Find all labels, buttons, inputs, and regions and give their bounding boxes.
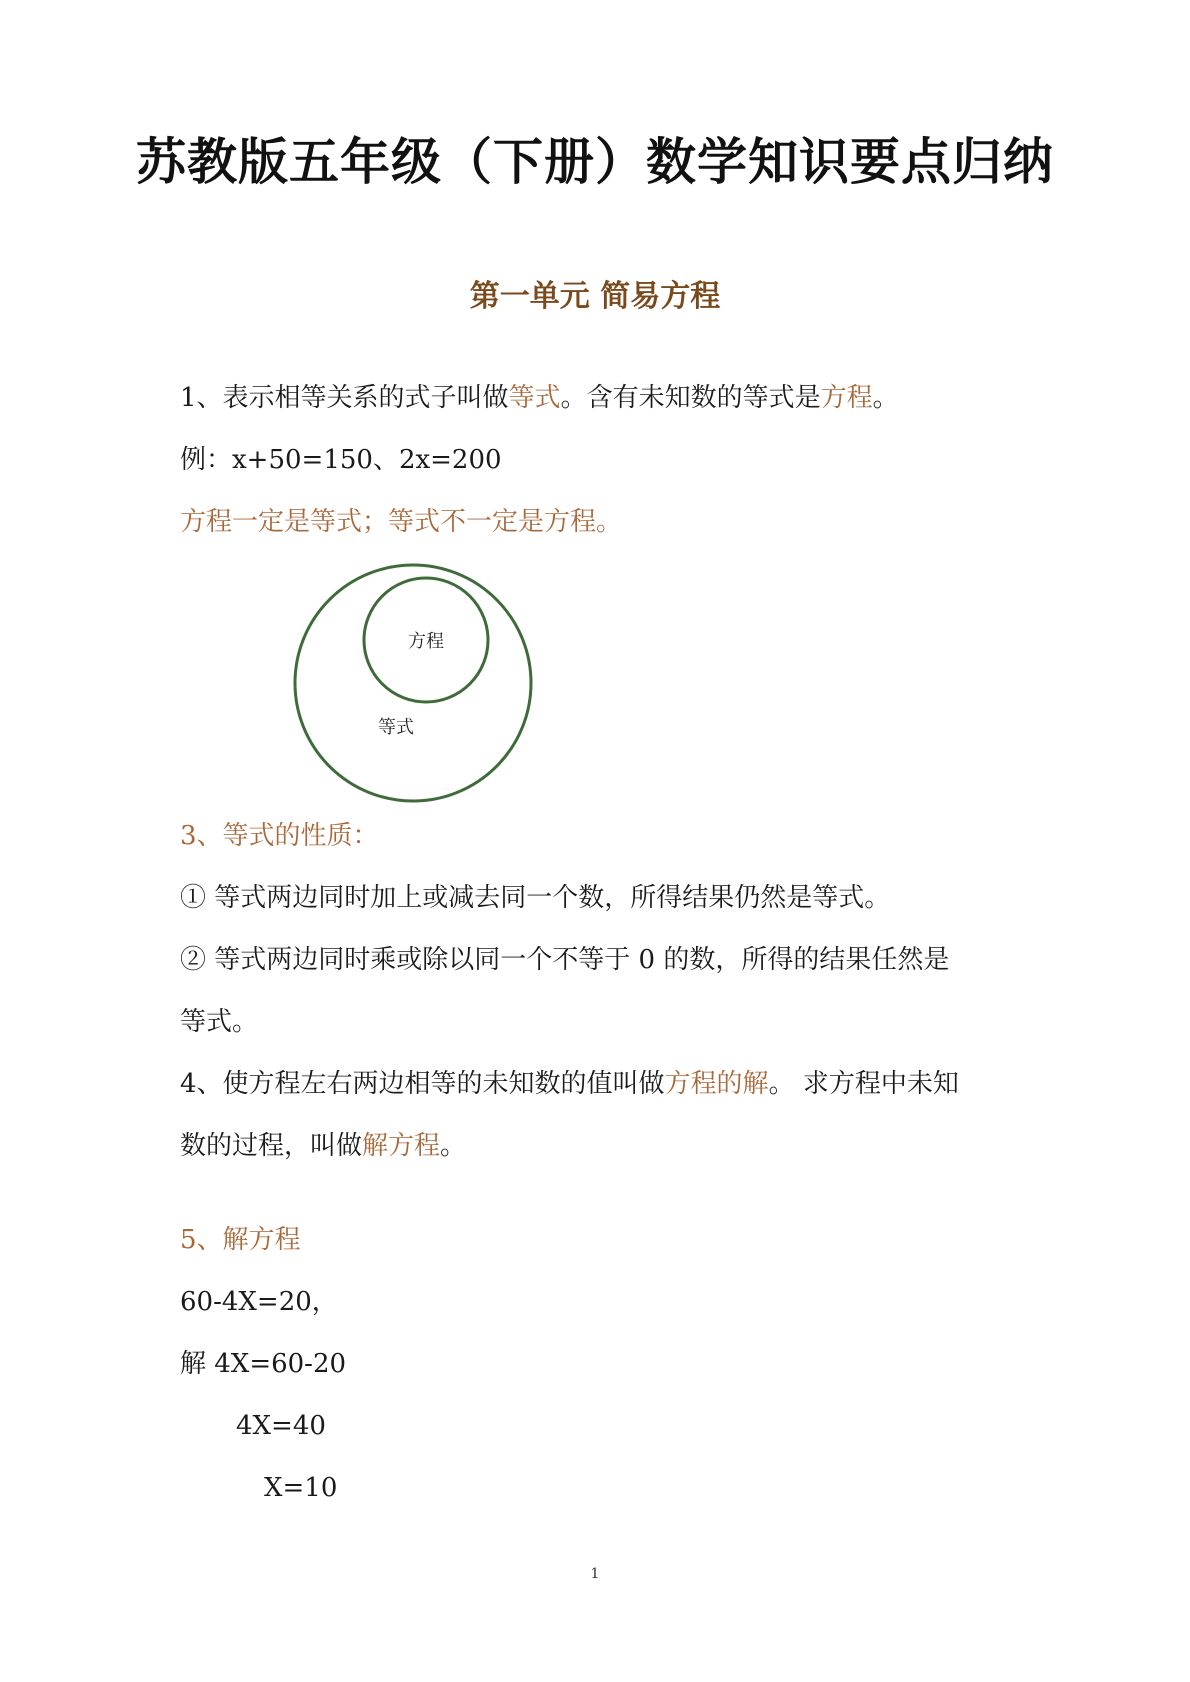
item-4-line-1	[180, 1066, 959, 1102]
term-equation-equality: 等式	[508, 383, 561, 413]
term-solve-equation: 解方程	[362, 1131, 441, 1161]
outer-circle-equality	[295, 565, 531, 801]
solve-equation: 60-4X=20，	[180, 1287, 338, 1317]
term-solution: 方程的解	[664, 1069, 769, 1099]
outer-circle-label: 等式	[378, 717, 414, 738]
solve-step-2: 4X=40	[236, 1411, 326, 1441]
property-1: ① 等式两边同时加上或减去同一个数，所得结果仍然是等式。	[180, 883, 891, 913]
solve-step-1: 解 4X=60-20	[180, 1349, 347, 1379]
venn-diagram	[288, 558, 538, 808]
term-equation: 方程	[820, 383, 873, 413]
item-4-text-f: 。	[440, 1131, 467, 1161]
relation-line: 方程一定是等式；等式不一定是方程。	[180, 507, 623, 537]
page-number: 1	[590, 1566, 600, 1582]
item-4-text-c: 。 求方程中未知	[768, 1069, 959, 1099]
item-1-text-e: 。	[872, 383, 899, 413]
item-4-text-a: 4、使方程左右两边相等的未知数的值叫做	[180, 1069, 665, 1099]
item-3-heading: 3、等式的性质：	[180, 821, 379, 851]
document-title: 苏教版五年级（下册）数学知识要点归纳	[136, 133, 1054, 191]
item-1	[180, 380, 899, 416]
inner-circle-label: 方程	[408, 631, 444, 652]
item-4-line-2	[180, 1128, 466, 1164]
solve-step-3: X=10	[264, 1473, 338, 1503]
property-2-line-1: ② 等式两边同时乘或除以同一个不等于 0 的数，所得的结果任然是	[180, 945, 950, 975]
unit-title: 第一单元 简易方程	[469, 279, 721, 314]
item-5-heading: 5、解方程	[180, 1225, 301, 1255]
item-1-text-a: 1、表示相等关系的式子叫做	[180, 383, 509, 413]
item-1-text-c: 。含有未知数的等式是	[560, 383, 821, 413]
example-line: 例：x+50=150、2x=200	[180, 445, 502, 475]
property-2-line-2: 等式。	[180, 1007, 259, 1037]
item-4-text-d: 数的过程，叫做	[180, 1131, 363, 1161]
